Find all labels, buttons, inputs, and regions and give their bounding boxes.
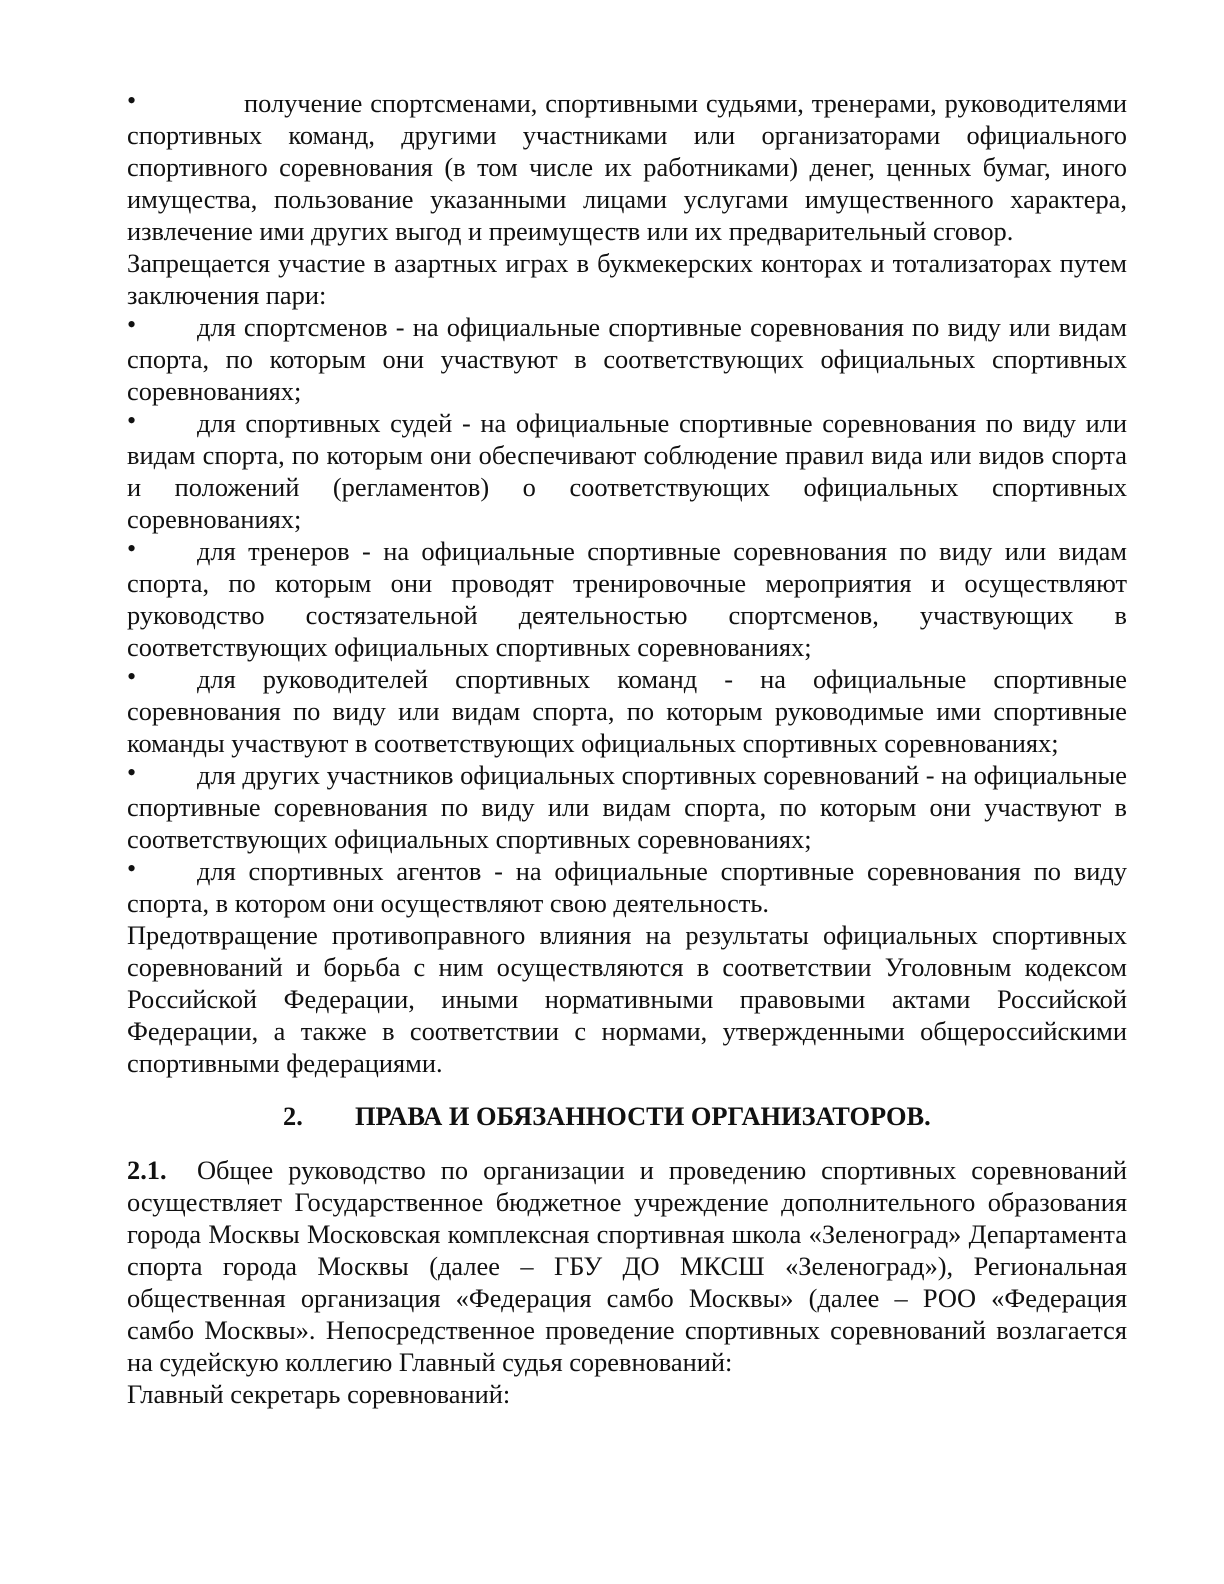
section-heading [127,1100,1127,1132]
document-page [127,87,1127,1410]
bullet-text: для спортивных агентов - на официальные спортивные соревнования по виду спорта, в котором они осуществляют свою деятельность. [127,856,1127,918]
list-item [127,855,1127,919]
bullet-icon: • [127,534,137,563]
bullet-icon: • [127,758,137,787]
bullet-text: для спортсменов - на официальные спортивные соревнования по виду или видам спорта, по которым они участвуют в соответствующих официальных спортивных соревнованиях; [127,312,1127,406]
bullet-text: получение спортсменами, спортивными судьями, тренерами, руководителями спортивных команд, другими участниками или организаторами официального спортивного соревнования (в том числе их работниками) денег, ценных бумаг, иного имущества, пользование указанными лицами услугами имущественного характера, извлечение ими других выгод и преимуществ или их предварительный сговор. [127,88,1127,246]
list-item [127,759,1127,855]
clause-2-1 [127,1154,1127,1378]
list-item [127,311,1127,407]
bullet-icon: • [127,406,137,435]
section-title: ПРАВА И ОБЯЗАННОСТИ ОРГАНИЗАТОРОВ. [355,1101,931,1131]
prevention-paragraph: Предотвращение противоправного влияния на результаты официальных спортивных соревнований и борьба с ним осуществляются в соответствии Уголовным кодексом Российской Федерации, иными нормативными правовыми актами Российской Федерации, а также в соответствии с нормами, утвержденными общероссийскими спортивными федерациями. [127,920,1127,1078]
bullet-icon: • [127,854,137,883]
bullet-icon: • [127,86,137,115]
list-item [127,407,1127,535]
section-number: 2. [283,1101,303,1131]
list-item [127,535,1127,663]
bullet-text: для руководителей спортивных команд - на официальные спортивные соревнования по виду или видам спорта, по которым руководимые ими спортивные команды участвуют в соответствующих официальных спортивных соревнованиях; [127,664,1127,758]
clause-text: Общее руководство по организации и проведению спортивных соревнований осуществляет Государственное бюджетное учреждение дополнительного образования города Москвы Московская комплексная спортивная школа «Зеленоград» Департамента спорта города Москвы (далее – ГБУ ДО МКСШ «Зеленоград»), Региональная общественная организация «Федерация самбо Москвы» (далее – РОО «Федерация самбо Москвы». Непосредственное проведение спортивных соревнований возлагается на судейскую коллегию Главный судья соревнований: [127,1155,1127,1377]
betting-intro: Запрещается участие в азартных играх в букмекерских конторах и тотализаторах путем заключения пари: [127,248,1127,310]
bullet-text: для тренеров - на официальные спортивные соревнования по виду или видам спорта, по которым они проводят тренировочные мероприятия и осуществляют руководство состязательной деятельностью спортсменов, участвующих в соответствующих официальных спортивных соревнованиях; [127,536,1127,662]
list-item [127,663,1127,759]
clause-number: 2.1. [127,1155,167,1185]
bullet-text: для других участников официальных спортивных соревнований - на официальные спортивные соревнования по виду или видам спорта, по которым они участвуют в соответствующих официальных спортивных соревнованиях; [127,760,1127,854]
bullet-icon: • [127,310,137,339]
list-item [127,87,1127,247]
betting-list [127,311,1127,919]
bullet-icon: • [127,662,137,691]
chief-secretary-line: Главный секретарь соревнований: [127,1379,511,1409]
bullet-text: для спортивных судей - на официальные спортивные соревнования по виду или видам спорта, по которым они обеспечивают соблюдение правил вида или видов спорта и положений (регламентов) о соответствующих официальных спортивных соревнованиях; [127,408,1127,534]
